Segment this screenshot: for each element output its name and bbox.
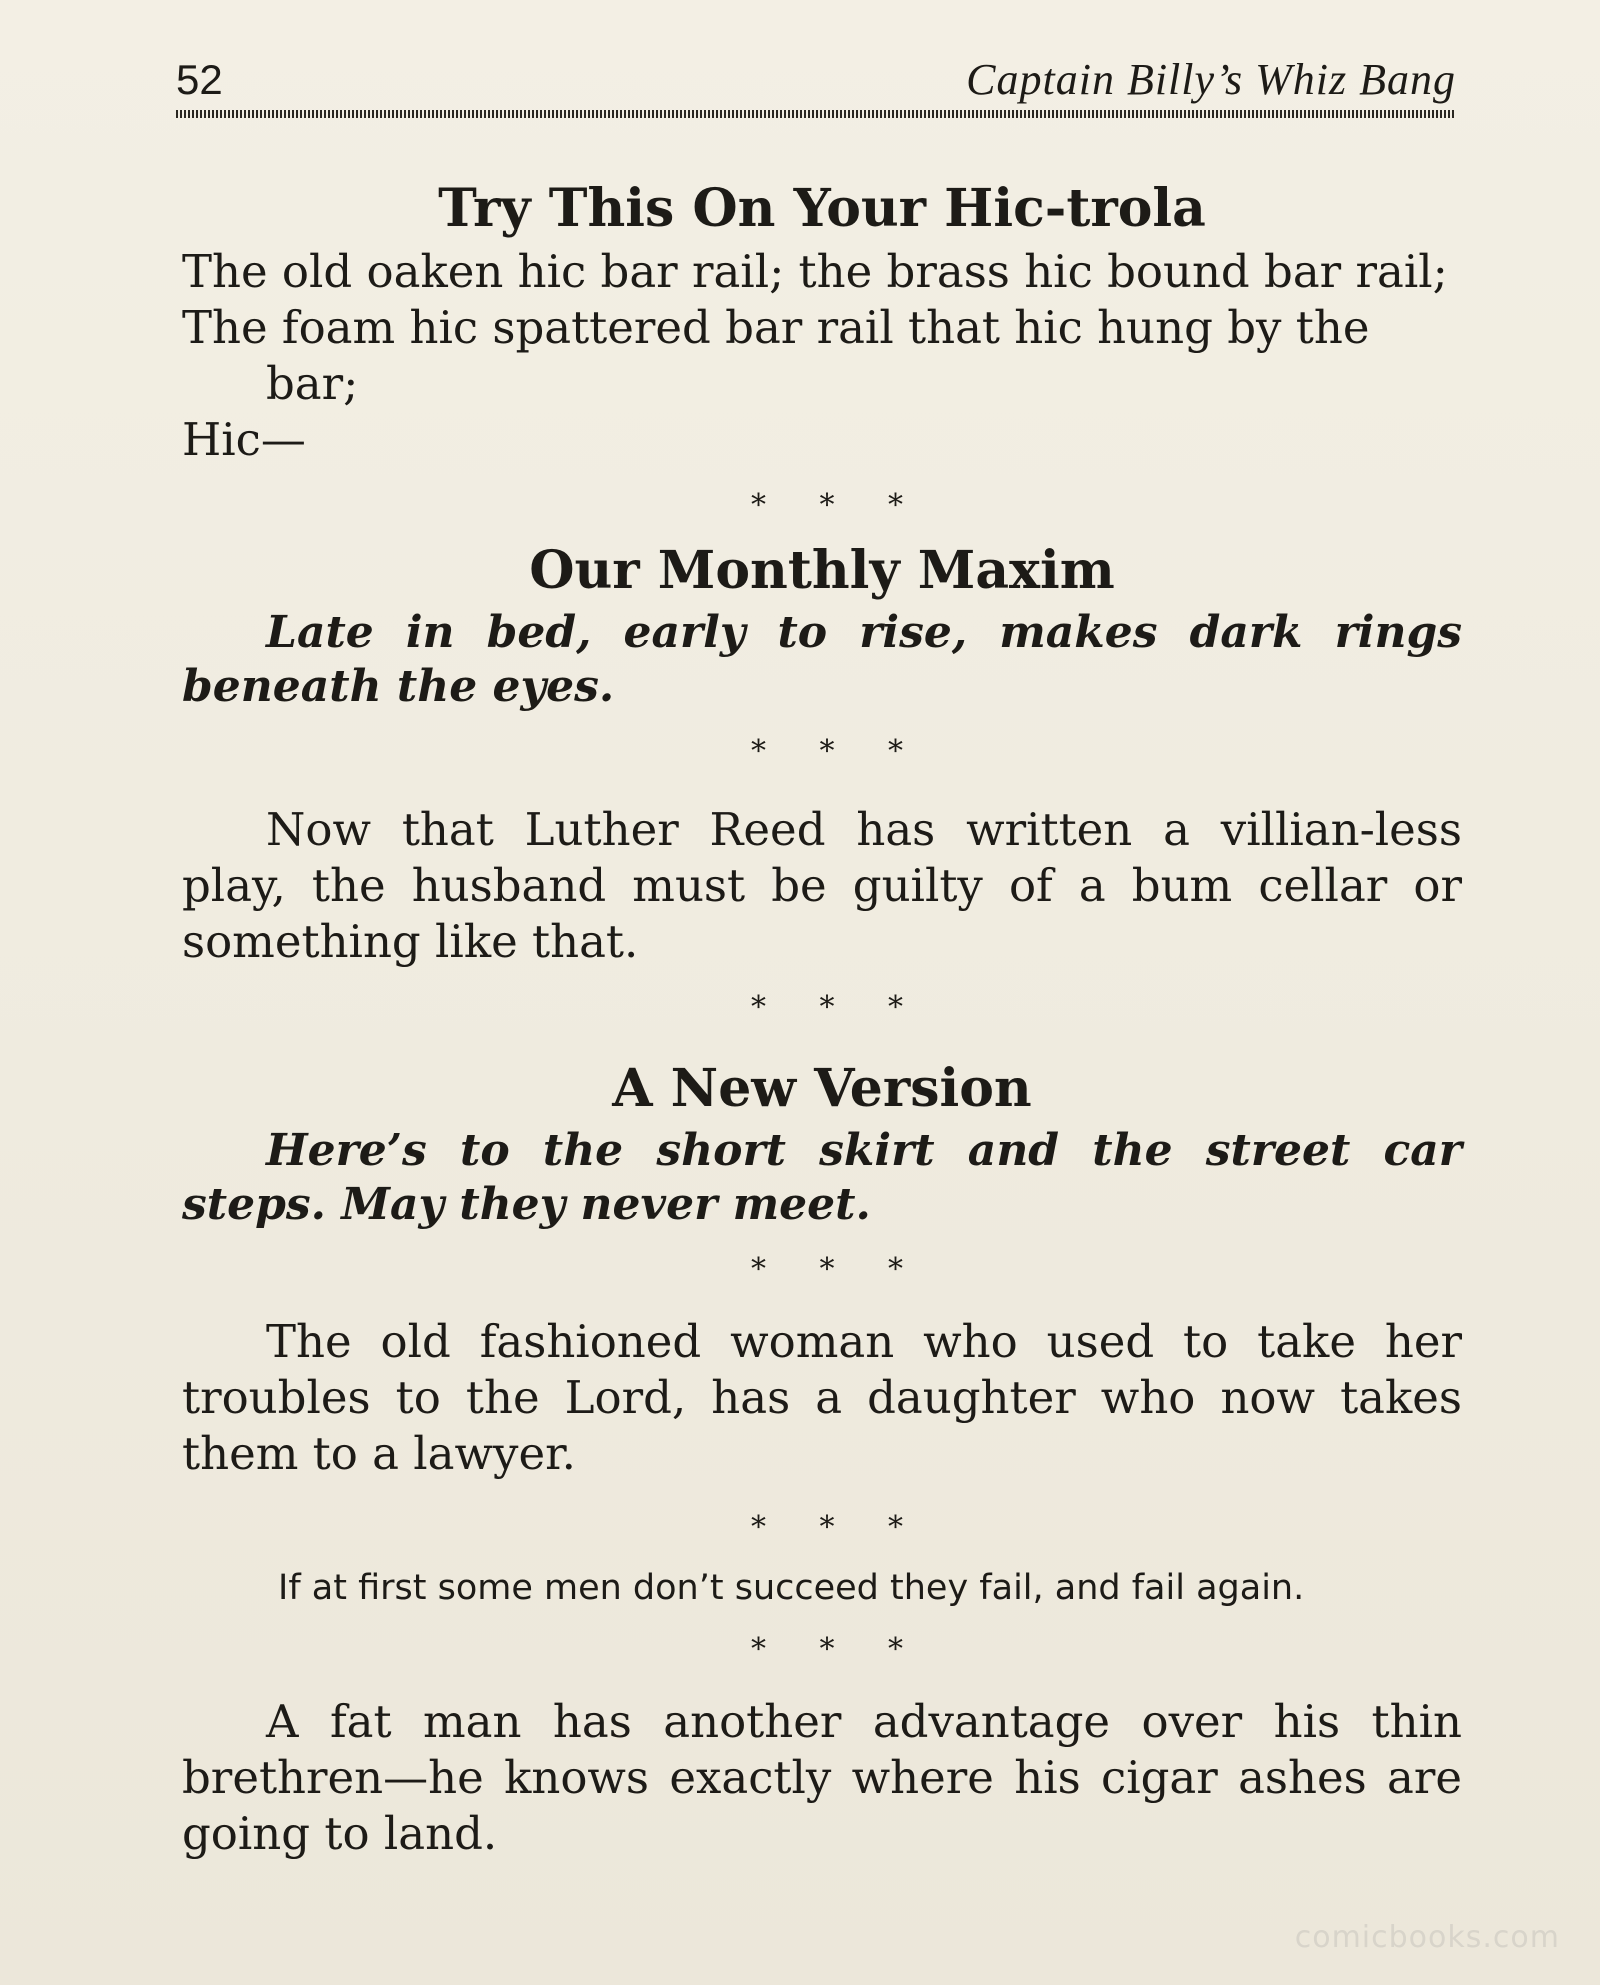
separator-stars: * * * [750, 488, 904, 523]
old-fashioned-woman-joke: The old fashioned woman who used to take her troubles to the Lord, has a daughter who now takes them to a lawyer. [182, 1315, 1462, 1480]
separator-stars: * * * [750, 1632, 904, 1667]
watermark: comicbooks.com [1294, 1920, 1560, 1955]
maxim-heading: Our Monthly Maxim [529, 540, 1115, 601]
succeed-joke: If at first some men don’t succeed they fail, and fail again. [278, 1568, 1305, 1608]
page-content [182, 178, 1462, 1862]
page-header [176, 50, 1456, 110]
separator-stars: * * * [750, 1252, 904, 1287]
poem-line: Hic— [182, 413, 306, 466]
poem-line: The old oaken hic bar rail; the brass hic bound bar rail; [182, 245, 1448, 298]
page-number: 52 [176, 56, 223, 103]
fat-man-joke: A fat man has another advantage over his thin brethren—he knows exactly where his cigar ashes are going to land. [182, 1695, 1462, 1860]
separator-stars: * * * [750, 990, 904, 1025]
separator-stars: * * * [750, 734, 904, 769]
separator-stars: * * * [750, 1510, 904, 1545]
section-hictrola [182, 178, 1462, 468]
hictrola-poem [182, 244, 1462, 468]
new-version-text: Here’s to the short skirt and the street car steps. May they never meet. [182, 1125, 1462, 1230]
running-title: Captain Billy’s Whiz Bang [966, 55, 1456, 104]
new-version-heading: A New Version [612, 1058, 1032, 1119]
header-rule [176, 110, 1456, 118]
maxim-text: Late in bed, early to rise, makes dark rings beneath the eyes. [182, 607, 1462, 712]
section-maxim [182, 540, 1462, 714]
luther-reed-joke: Now that Luther Reed has written a villian-less play, the husband must be guilty of a bum cellar or something like that. [182, 803, 1462, 968]
hictrola-heading: Try This On Your Hic-trola [438, 178, 1206, 239]
section-new-version [182, 1058, 1462, 1232]
poem-line: The foam hic spattered bar rail that hic hung by the bar; [182, 301, 1370, 410]
